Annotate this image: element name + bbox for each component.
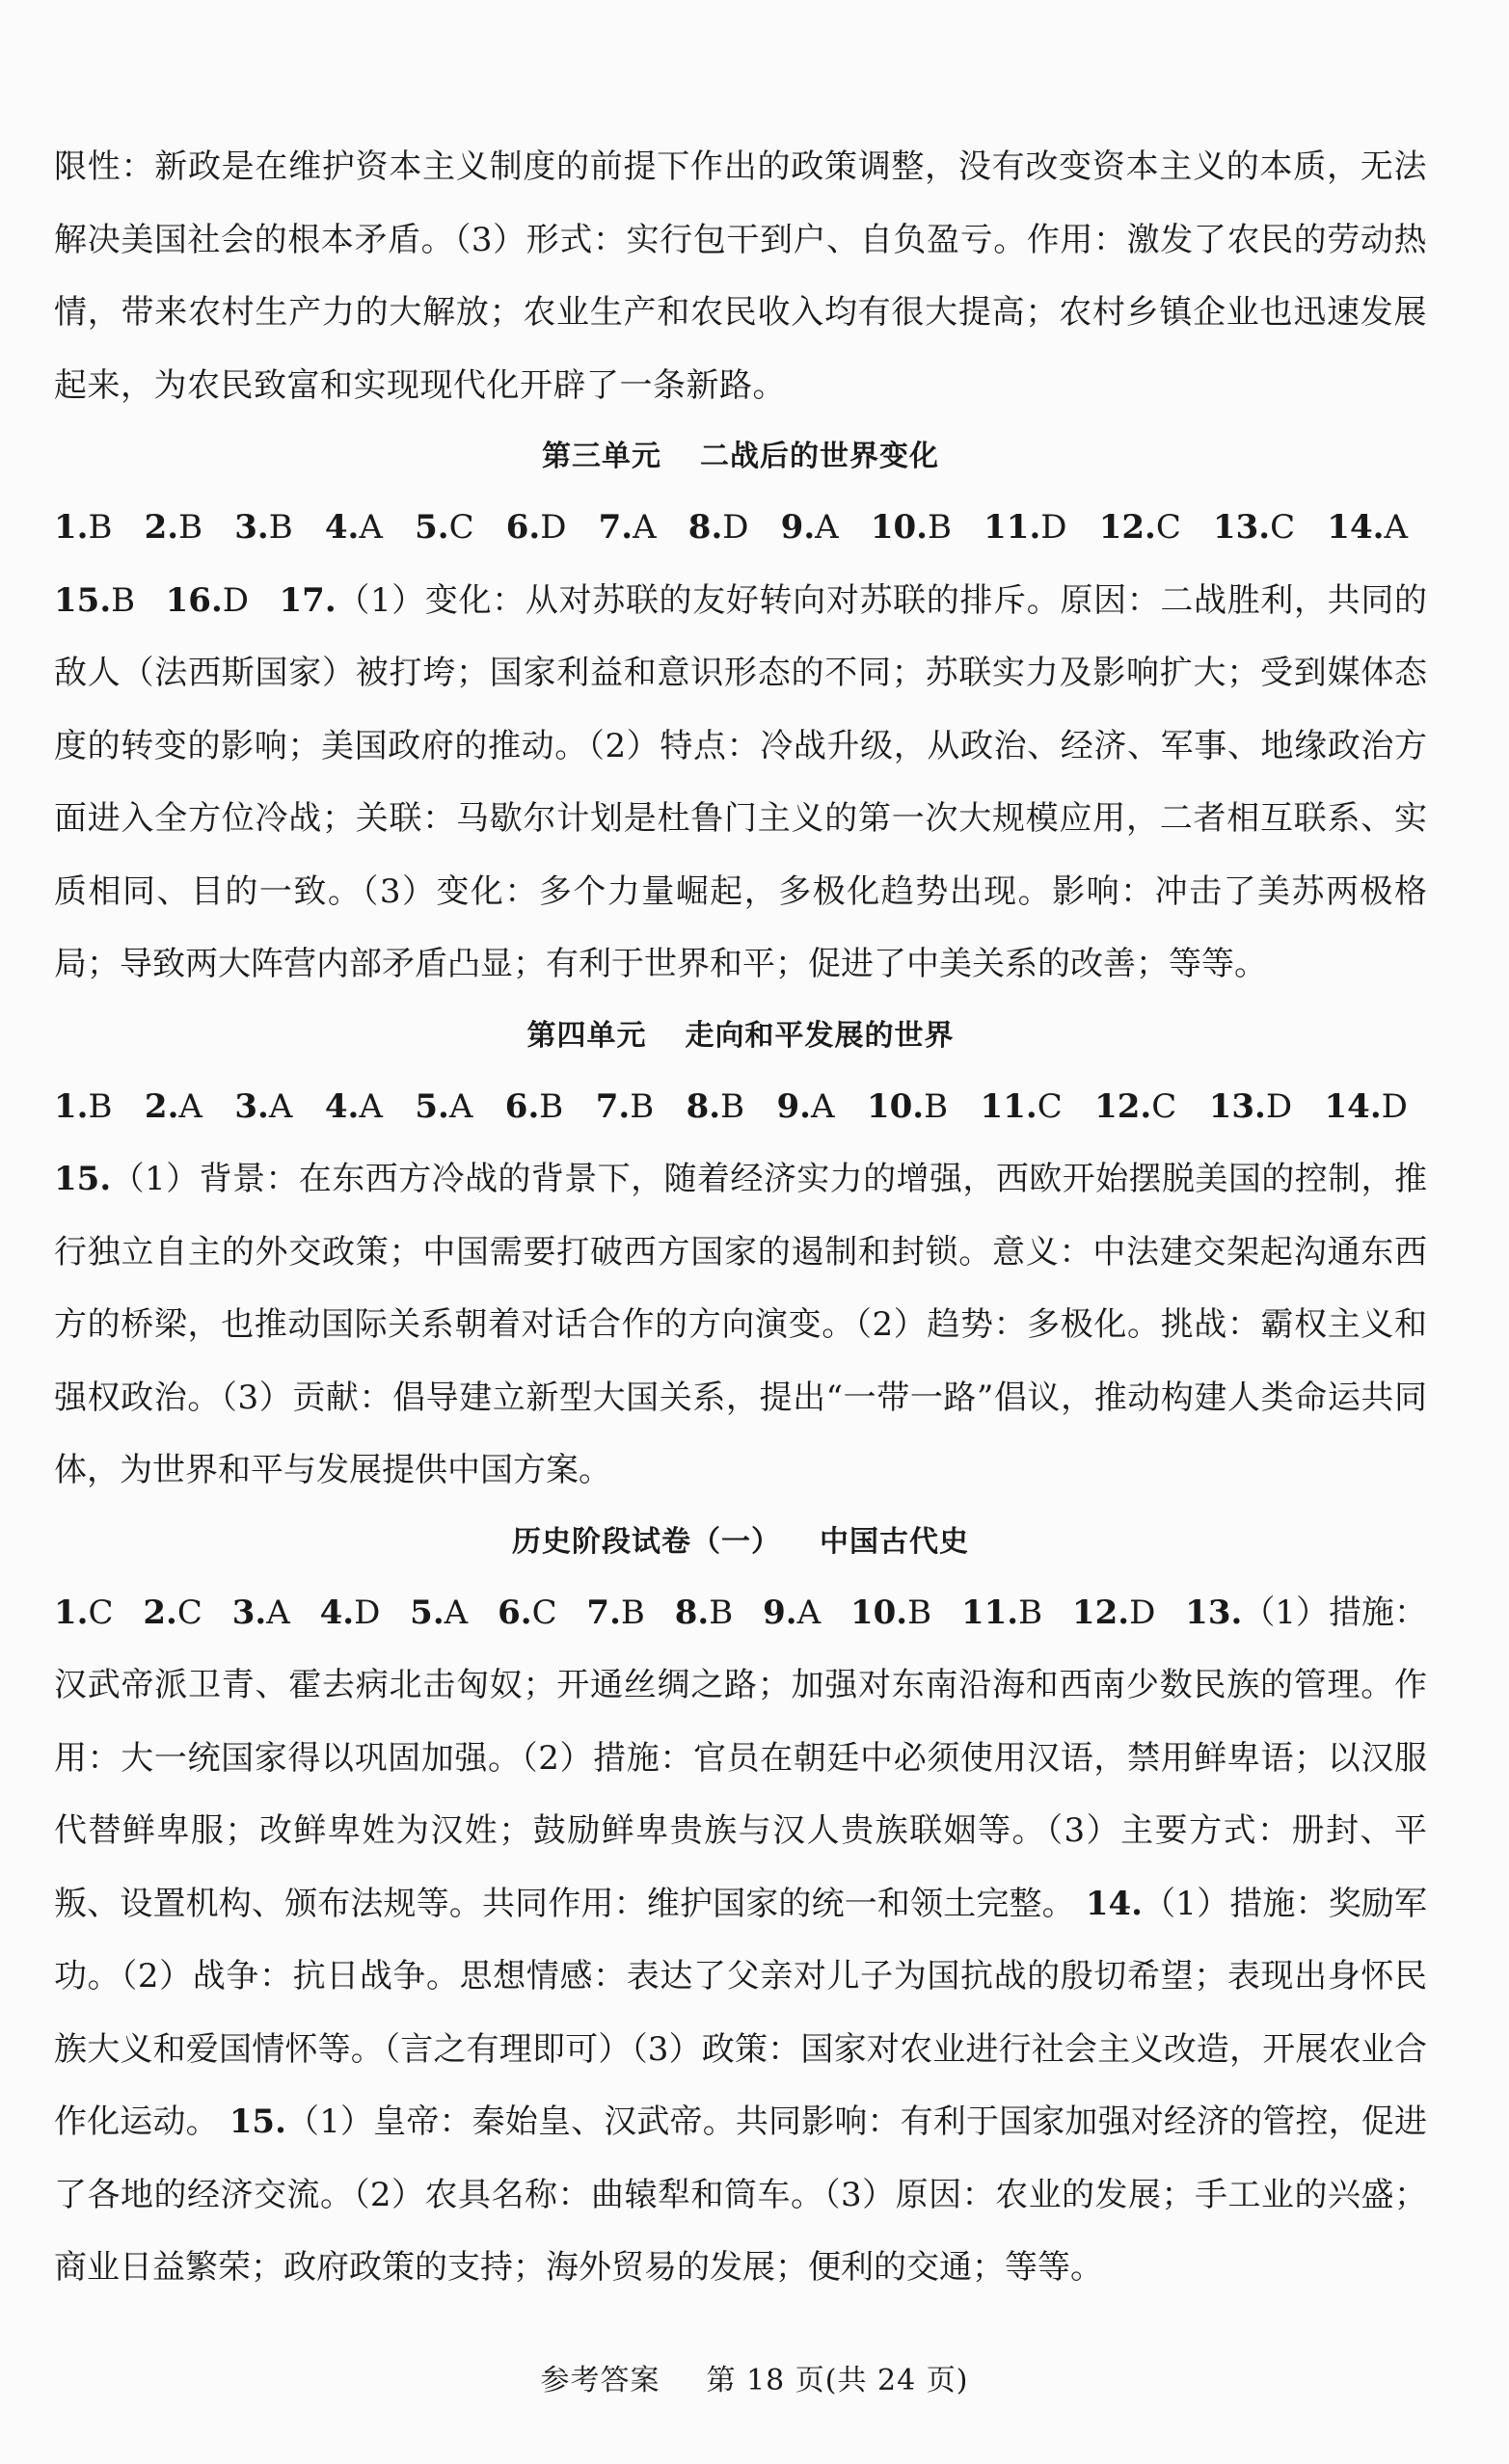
section-title-number: 第三单元 bbox=[542, 440, 661, 473]
answer-item: 12.C bbox=[1098, 508, 1181, 547]
answer-item: 9.A bbox=[763, 1593, 822, 1632]
section-answers-stage-test-1 bbox=[54, 1577, 1427, 2305]
answer-item: 15.B bbox=[54, 580, 136, 620]
answer-item: 5.A bbox=[410, 1593, 469, 1632]
answer-item: 9.A bbox=[780, 508, 839, 547]
answer-item: 8.D bbox=[687, 508, 749, 547]
answer-item: 5.C bbox=[415, 508, 474, 547]
answer-item: 1.B bbox=[54, 1086, 113, 1126]
footer-label: 参考答案 bbox=[540, 2364, 660, 2397]
section-title-number: 第四单元 bbox=[526, 1018, 647, 1053]
answer-text: （1）变化：从对苏联的友好转向对苏联的排斥。原因：二战胜利，共同的敌人（法西斯国家）被打垮；国家利益和意识形态的不同；苏联实力及影响扩大；受到媒体态度的转变的影响；美国政府的推动。（2）特点：冷战升级，从政治、经济、军事、地缘政治方面进入全方位冷战；关联：马歇尔计划是杜鲁门主义的第一次大规模应用，二者相互联系、实质相同、目的一致。（3）变化：多个力量崛起，多极化趋势出现。影响：冲击了美苏两极格局；导致两大阵营内部矛盾凸显；有利于世界和平；促进了中美关系的改善；等等。 bbox=[54, 580, 1427, 983]
question-number: 14. bbox=[1085, 1884, 1143, 1923]
section-title-unit-3 bbox=[54, 422, 1427, 492]
section-title-name: 中国古代史 bbox=[820, 1524, 969, 1559]
answer-item: 4.A bbox=[324, 1086, 383, 1126]
answer-item: 13.C bbox=[1212, 508, 1296, 547]
answer-item: 6.C bbox=[498, 1593, 557, 1632]
answer-item: 3.B bbox=[234, 508, 293, 547]
answer-item: 1.C bbox=[54, 1593, 114, 1632]
answer-item: 5.A bbox=[415, 1086, 473, 1126]
answer-item: 10.B bbox=[870, 508, 953, 547]
answer-item: 14.A bbox=[1327, 508, 1408, 547]
page-number: 第 18 页(共 24 页) bbox=[706, 2364, 969, 2397]
section-answers-unit-4 bbox=[54, 1071, 1427, 1144]
answer-item: 2.B bbox=[144, 508, 203, 547]
answer-item: 10.B bbox=[866, 1086, 949, 1126]
answer-item: 11.B bbox=[960, 1593, 1043, 1632]
answer-item: 2.C bbox=[143, 1593, 202, 1632]
section-title-name: 走向和平发展的世界 bbox=[685, 1018, 955, 1053]
answer-text: （1）背景：在东西方冷战的背景下，随着经济实力的增强，西欧开始摆脱美国的控制，推行独立自主的外交政策；中国需要打破西方国家的遏制和封锁。意义：中法建交架起沟通东西方的桥梁，也推动国际关系朝着对话合作的方向演变。（2）趋势：多极化。挑战：霸权主义和强权政治。（3）贡献：倡导建立新型大国关系，提出“一带一路”倡议，推动构建人类命运共同体，为世界和平与发展提供中国方案。 bbox=[54, 1160, 1427, 1489]
answer-item: 12.C bbox=[1094, 1086, 1177, 1126]
question-number: 13. bbox=[1185, 1593, 1243, 1632]
question-number: 17. bbox=[279, 580, 337, 620]
answer-item: 14.D bbox=[1324, 1086, 1408, 1126]
answer-item: 12.D bbox=[1071, 1593, 1156, 1632]
answer-item: 3.A bbox=[231, 1593, 290, 1632]
answer-item: 8.B bbox=[674, 1593, 734, 1632]
answer-item: 4.A bbox=[324, 508, 383, 547]
section-title-name: 二战后的世界变化 bbox=[700, 440, 939, 473]
answer-item: 7.B bbox=[595, 1086, 655, 1126]
answer-item: 7.A bbox=[598, 508, 657, 547]
answer-item: 11.C bbox=[980, 1086, 1063, 1126]
section-title-number: 历史阶段试卷（一） bbox=[512, 1524, 781, 1559]
answer-item: 10.B bbox=[849, 1593, 932, 1632]
question-number: 15. bbox=[54, 1160, 112, 1198]
section-text-unit-4 bbox=[54, 1143, 1427, 1508]
section-answers-unit-3 bbox=[54, 492, 1427, 1002]
page-footer bbox=[0, 2356, 1509, 2398]
answer-item: 16.D bbox=[165, 580, 250, 620]
section-title-unit-4 bbox=[54, 1002, 1427, 1071]
answer-item: 13.D bbox=[1208, 1086, 1293, 1126]
continued-answer-text: 限性：新政是在维护资本主义制度的前提下作出的政策调整，没有改变资本主义的本质，无法解决美国社会的根本矛盾。（3）形式：实行包干到户、自负盈亏。作用：激发了农民的劳动热情，带来农村生产力的大解放；农业生产和农民收入均有很大提高；农村乡镇企业也迅速发展起来，为农民致富和实现现代化开辟了一条新路。 bbox=[54, 147, 1427, 405]
section-title-stage-test-1 bbox=[54, 1508, 1427, 1577]
answer-item: 3.A bbox=[234, 1086, 293, 1126]
answer-item: 8.B bbox=[686, 1086, 745, 1126]
answer-item: 2.A bbox=[144, 1086, 202, 1126]
answer-item: 6.D bbox=[505, 508, 567, 547]
answer-item: 6.B bbox=[504, 1086, 564, 1126]
answer-item: 7.B bbox=[586, 1593, 645, 1632]
answer-text: （1）措施：汉武帝派卫青、霍去病北击匈奴；开通丝绸之路；加强对东南沿海和西南少数民族的管理。作用：大一统国家得以巩固加强。（2）措施：官员在朝廷中必须使用汉语，禁用鲜卑语；以汉服代替鲜卑服；改鲜卑姓为汉姓；鼓励鲜卑贵族与汉人贵族联姻等。（3）主要方式：册封、平叛、设置机构、颁布法规等。共同作用：维护国家的统一和领土完整。 bbox=[54, 1593, 1428, 1923]
answer-text: （1）措施：奖励军功。（2）战争：抗日战争。思想情感：表达了父亲对儿子为国抗战的殷切希望；表现出身怀民族大义和爱国情怀等。（言之有理即可）（3）政策：国家对农业进行社会主义改造，开展农业合作化运动。 bbox=[54, 1884, 1428, 2141]
answer-text: （1）皇帝：秦始皇、汉武帝。共同影响：有利于国家加强对经济的管控，促进了各地的经济交流。（2）农具名称：曲辕犁和筒车。（3）原因：农业的发展；手工业的兴盛；商业日益繁荣；政府政策的支持；海外贸易的发展；便利的交通；等等。 bbox=[54, 2102, 1427, 2287]
question-number: 15. bbox=[229, 2102, 286, 2141]
answer-item: 4.D bbox=[319, 1593, 381, 1632]
answer-item: 9.A bbox=[776, 1086, 835, 1126]
answer-item: 11.D bbox=[984, 508, 1067, 547]
answer-item: 1.B bbox=[54, 508, 113, 547]
